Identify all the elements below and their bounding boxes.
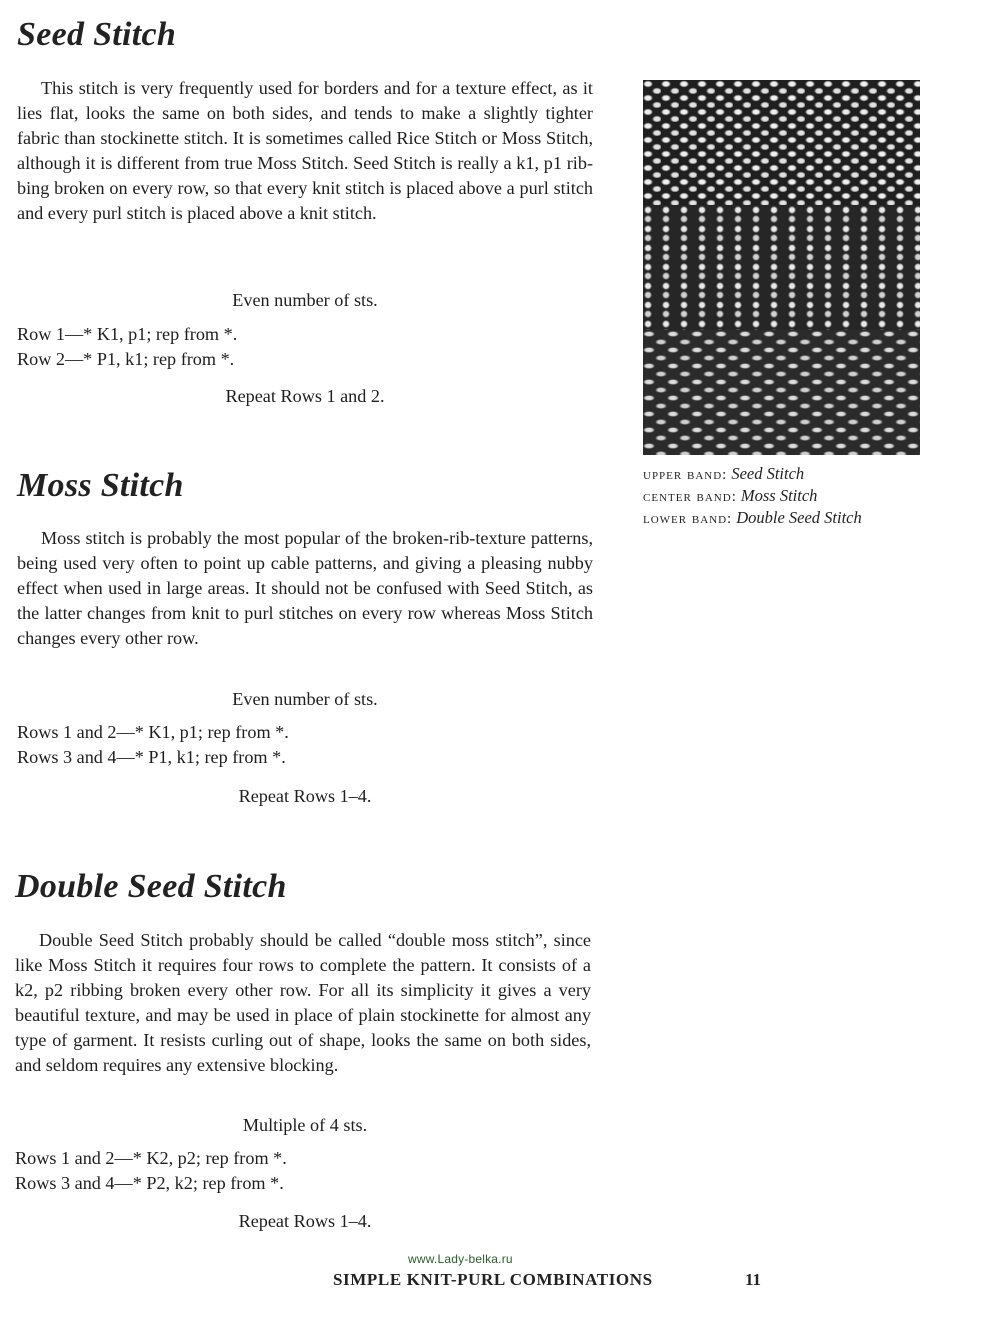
row-instruction: Rows 3 and 4—* P1, k1; rep from *. [17, 747, 286, 767]
watermark-url: www.Lady-belka.ru [408, 1252, 513, 1266]
section-description: Double Seed Stitch probably should be called “double moss stitch”, since like Moss Stitch it requires four rows to complete the pattern. It consists of a k2, p2 ribbing broken every other row. For all its simplicity it gives a very beautiful texture, and may be used in place of plain stockinette for almost any type of garment. It resists curling out of shape, looks the same on both sides, and seldom requires any extensive blocking. [15, 930, 591, 1075]
stitch-count: Even number of sts. [232, 290, 378, 310]
caption-label: upper band: [643, 467, 728, 483]
caption-label: lower band: [643, 510, 733, 527]
section-description: Moss stitch is probably the most popular of the broken-rib-texture patterns, being used very often to point up cable patterns, and giving a pleasing nubby effect when used in large areas. It should not be confused with Seed Stitch, as the latter changes from knit to purl stitches on every row whereas Moss Stitch changes every other row. [17, 528, 593, 648]
stitch-count: Multiple of 4 sts. [242, 1115, 368, 1135]
caption-label: center band: [643, 488, 737, 505]
section-title: Seed Stitch [17, 16, 177, 53]
caption-line [643, 486, 943, 508]
swatch-band-upper [643, 80, 920, 205]
page-number: 11 [745, 1270, 762, 1289]
running-footer-title: SIMPLE KNIT-PURL COMBINATIONS [333, 1270, 653, 1289]
repeat-instruction: Repeat Rows 1 and 2. [225, 386, 385, 406]
repeat-instruction: Repeat Rows 1–4. [238, 1211, 372, 1231]
row-instruction: Rows 3 and 4—* P2, k2; rep from *. [15, 1173, 284, 1193]
caption-line [643, 508, 943, 530]
swatch-band-center [643, 205, 920, 330]
row-instruction: Rows 1 and 2—* K2, p2; rep from *. [15, 1148, 287, 1168]
swatch-band-lower [643, 330, 920, 455]
swatch-photo [643, 80, 920, 455]
section-description: This stitch is very frequently used for borders and for a texture effect, as it lies flat, looks the same on both sides, and tends to make a slightly tighter fabric than stockinette stitch. It is sometimes called Rice Stitch or Moss Stitch, although it is different from true Moss Stitch. Seed Stitch is really a k1, p1 ribbing broken on every row, so that every knit stitch is placed above a purl stitch and every purl stitch is placed above a knit stitch. [17, 78, 593, 223]
stitch-count: Even number of sts. [232, 689, 378, 709]
row-instruction: Rows 1 and 2—* K1, p1; rep from *. [17, 722, 289, 742]
figure-caption [643, 464, 943, 529]
caption-line [643, 464, 943, 486]
caption-value: Double Seed Stitch [736, 507, 862, 527]
section-title: Double Seed Stitch [15, 868, 287, 905]
caption-value: Seed Stitch [731, 464, 805, 483]
repeat-instruction: Repeat Rows 1–4. [238, 786, 372, 806]
row-instruction: Row 2—* P1, k1; rep from *. [17, 349, 235, 369]
row-instruction: Row 1—* K1, p1; rep from *. [17, 324, 238, 344]
caption-value: Moss Stitch [740, 485, 818, 505]
section-title: Moss Stitch [17, 467, 184, 504]
